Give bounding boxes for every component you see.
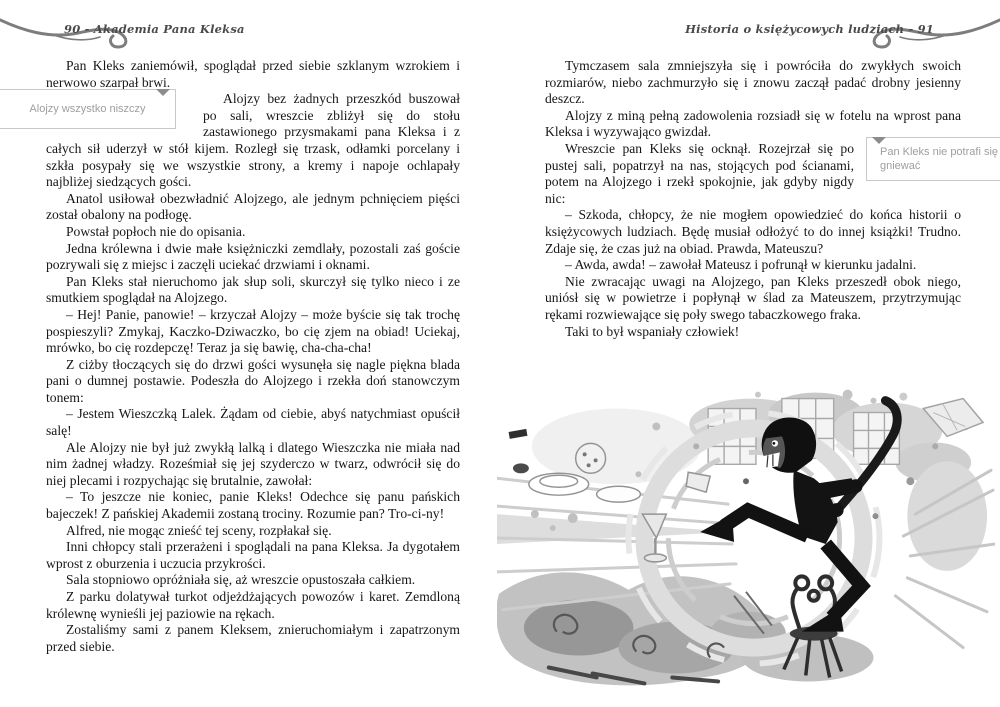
paragraph: Powstał popłoch nie do opisania. <box>66 223 246 239</box>
paragraph: – Awda, awda! – zawołał Mateusz i pofrunął w kierunku jadalni. <box>565 257 917 273</box>
paragraph: Alojzy z miną pełną zadowolenia rozsiadł się w fotelu na wprost pana Kleksa i wyzywająco gwizdał. <box>545 107 961 140</box>
arrow-down-icon <box>156 89 170 96</box>
paragraph: – Hej! Panie, panowie! – krzyczał Alojzy – może byście się tak trochę pospieszyli? Zmykaj, Kaczko-Dziwaczko, bo cię zjem na obiad! Uciekaj, mrówko, bo cię rozdepczę! Teraz ja się bawię, cha-cha-cha! <box>46 306 460 356</box>
paragraph: Wreszcie pan Kleks się ocknął. Rozejrzał się po pustej sali, popatrzył na nas, stojących pod ścianami, potem na Alojzego i rzekł spokojnie, jak gdyby nigdy nic: <box>545 140 854 206</box>
paragraph: Zostaliśmy sami z panem Kleksem, znieruchomiałym i zapatrzonym przed siebie. <box>46 622 460 654</box>
arrow-down-icon <box>872 137 886 144</box>
paragraph: – To jeszcze nie koniec, panie Kleks! Odechce się panu pańskich bajeczek! Z pańskiej Akademii zostaną trociny. Rozumie pan? Tro-ci-ny! <box>46 489 460 522</box>
margin-note-right <box>866 137 1000 181</box>
margin-note-text: Alojzy wszystko niszczy <box>29 103 146 116</box>
paragraph: Taki to był wspaniały człowiek! <box>565 323 740 339</box>
paragraph: Alfred, nie mogąc znieść tej sceny, rozpłakał się. <box>66 522 332 538</box>
running-header-right: Historia o księżycowych ludziach - 91 <box>685 22 934 36</box>
illustration-alojzy-rampage <box>497 386 995 698</box>
paragraph: Pan Kleks zaniemówił, spoglądał przed siebie szklanym wzrokiem i nerwowo szarpał brwi. <box>46 58 460 90</box>
paragraph: Tymczasem sala zmniejszyła się i powróciła do zwykłych swoich rozmiarów, niebo zachmurzyło się i znowu zaczął padać drobny jesienny deszcz. <box>545 58 961 107</box>
paragraph: – Jestem Wieszczką Lalek. Żądam od ciebie, abyś natychmiast opuścił salę! <box>46 406 460 439</box>
paragraph: Sala stopniowo opróżniała się, aż wreszcie opustoszała całkiem. <box>66 572 416 588</box>
paragraph: Alojzy bez żadnych przeszkód buszował po sali, wreszcie zbliżył się do stołu zastawionego przysmakami pana Kleksa i z całych sił uderzył w stół kijem. Rozległ się trzask, odłamki porcelany i szkła posypały się we wszystkie strony, a kremy i napoje ochlapały najbliżej siedzących gości. <box>46 91 460 190</box>
left-page <box>29 58 460 655</box>
paragraph: Inni chłopcy stali przerażeni i spoglądali na pana Kleksa. Ja dygotałem wprost z oburzenia i uczucia przykrości. <box>46 539 460 571</box>
paragraph: Pan Kleks stał nieruchomo jak słup soli, skurczył się tylko nieco i ze smutkiem spoglądał na Alojzego. <box>46 273 460 306</box>
running-header-left: 90 - Akademia Pana Kleksa <box>64 22 245 36</box>
margin-note-left <box>0 89 176 129</box>
paragraph: Z parku dolatywał turkot odjeżdżających powozów i karet. Zemdloną królewnę wynieśli jej paziowie na rękach. <box>46 589 460 621</box>
margin-note-text: Pan Kleks nie potrafi się gniewać <box>880 145 999 172</box>
right-page <box>545 58 999 340</box>
paragraph: Z ciżby tłoczących się do drzwi gości wysunęła się nagle piękna blada pani o dumnej postawie. Podeszła do Alojzego i rzekła doń stanowczym tonem: <box>46 356 460 405</box>
paragraph: Jedna królewna i dwie małe księżniczki zemdlały, pozostali zaś goście pozrywali się z miejsc i zaczęli uciekać drzwiami i oknami. <box>46 240 460 273</box>
paragraph: Ale Alojzy nie był już zwykłą lalką i dlatego Wieszczka nie miała nad nim żadnej władzy. Roześmiał się jej szyderczo w twarz, odwrócił się do niej plecami i rozpychając się brutalnie, zawołał: <box>46 439 460 488</box>
paragraph: – Szkoda, chłopcy, że nie mogłem opowiedzieć do końca historii o księżycowych ludziach. Będę musiał odłożyć to do innej książki! Trudno. Zdaje się, że czas już na obiad. Prawda, Mateuszu? <box>545 207 961 256</box>
paragraph: Anatol usiłował obezwładnić Alojzego, ale jednym pchnięciem pięści został obalony na podłogę. <box>46 190 460 223</box>
paragraph: Nie zwracając uwagi na Alojzego, pan Kleks przeszedł obok niego, uniósł się w powietrze i popłynął w ślad za Mateuszem, przytrzymując rękami rozwiewające się poły swego tabaczkowego fraka. <box>545 273 961 322</box>
